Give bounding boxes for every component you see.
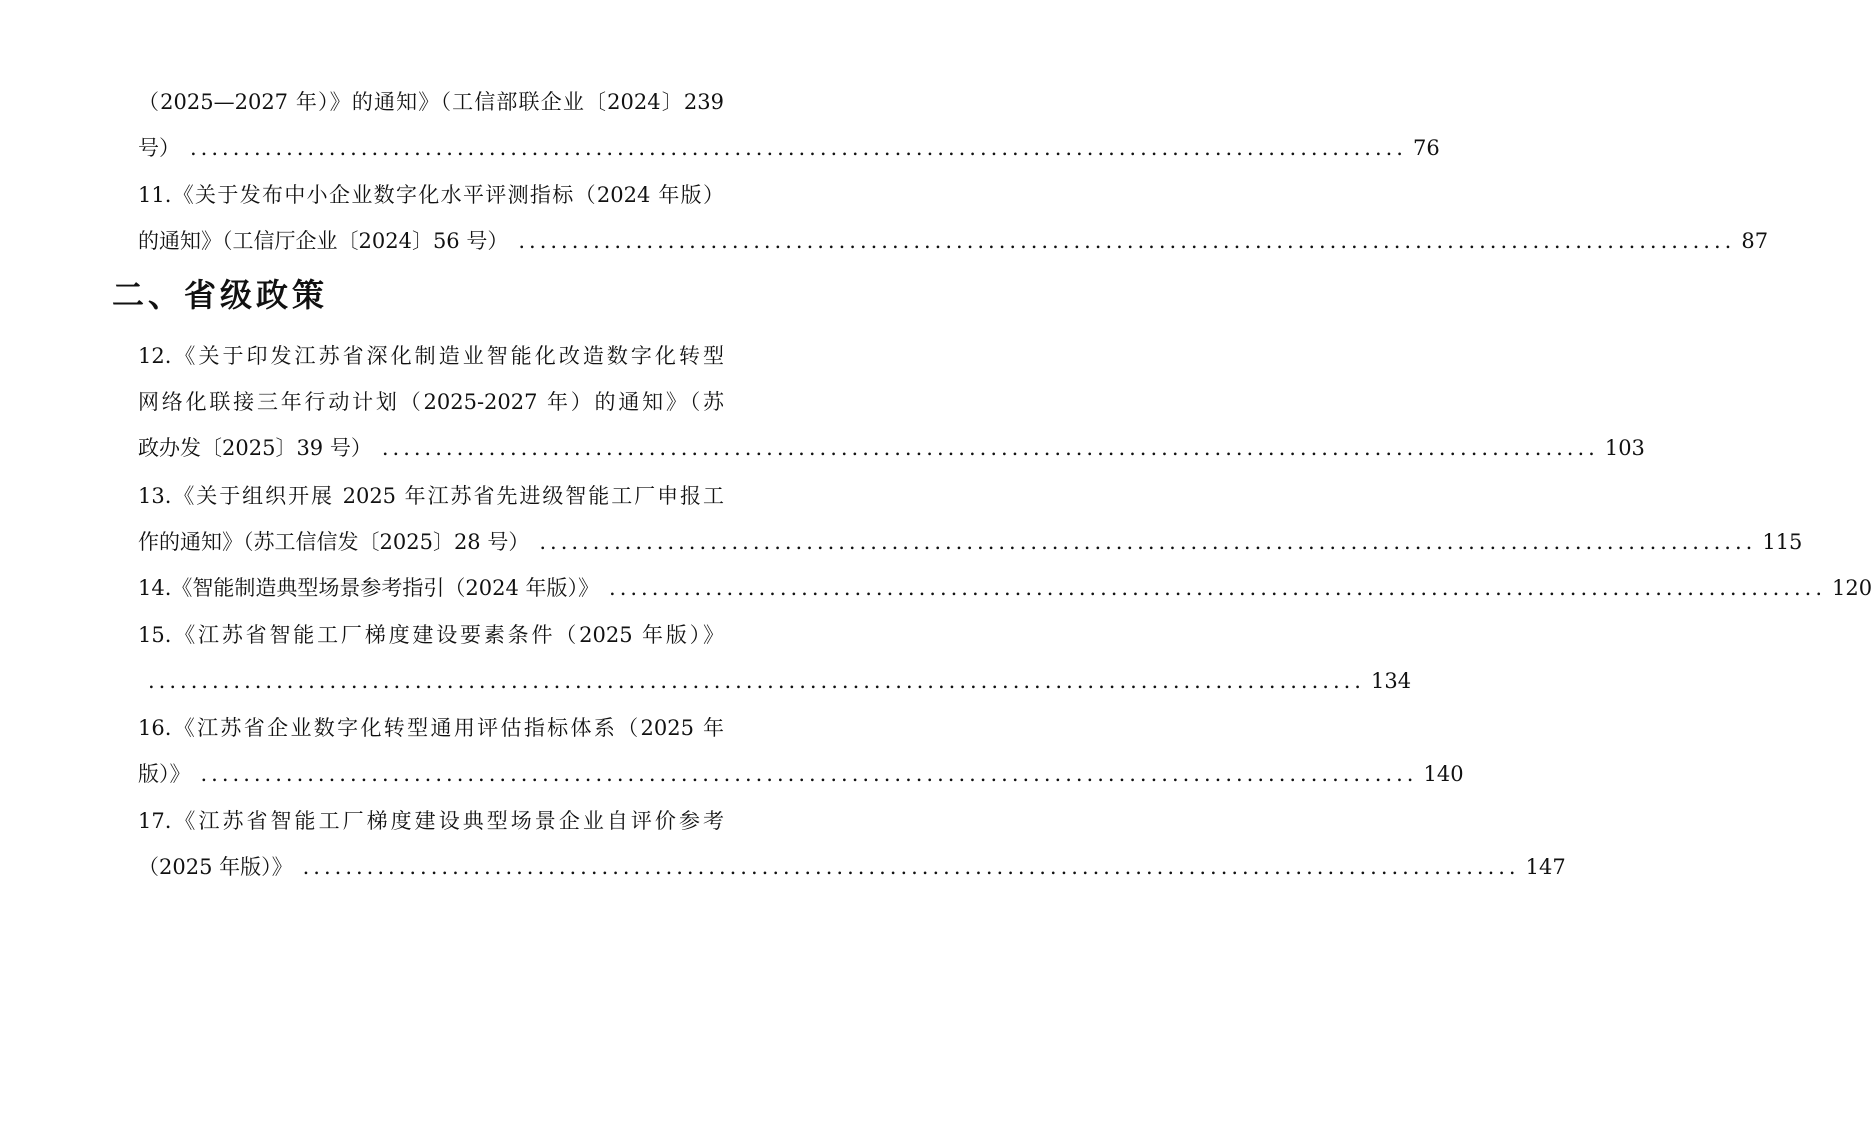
toc-entry-text: （2025 年版）》 xyxy=(138,855,293,879)
toc-entry-text: 作的通知》（苏工信信发〔2025〕28 号） xyxy=(138,530,530,554)
toc-entry-link[interactable] xyxy=(138,525,1803,559)
toc-entry-text: 号） xyxy=(138,136,180,160)
toc-entry-text: 版）》 xyxy=(138,762,191,786)
page-number: 147 xyxy=(1525,855,1566,879)
toc-entry-link[interactable] xyxy=(138,431,1645,465)
dot-leader: .................................................................................................................. xyxy=(518,229,1736,253)
page-number: 140 xyxy=(1423,762,1464,786)
toc-entry-link[interactable] xyxy=(138,224,1769,258)
toc-entry-line: 16.《江苏省企业数字化转型通用评估指标体系（2025 年 xyxy=(138,716,724,740)
toc-entry-text: 的通知》（工信厅企业〔2024〕56 号） xyxy=(138,229,509,253)
page-number: 134 xyxy=(1370,669,1412,693)
toc-entry-text: 14.《智能制造典型场景参考指引（2024 年版）》 xyxy=(138,576,600,600)
toc-entry-line: 12.《关于印发江苏省深化制造业智能化改造数字化转型 xyxy=(138,344,724,368)
toc-entry-link[interactable] xyxy=(138,757,1464,791)
dot-leader: .................................................................................................................. xyxy=(200,762,1418,786)
page-number: 103 xyxy=(1604,436,1645,460)
page-number: 87 xyxy=(1741,229,1769,253)
toc-entry-link[interactable] xyxy=(138,571,1872,605)
toc-entry-line: 17.《江苏省智能工厂梯度建设典型场景企业自评价参考 xyxy=(138,809,724,833)
toc-entry-link[interactable] xyxy=(138,664,1412,698)
dot-leader: .................................................................................................................. xyxy=(609,576,1826,600)
toc-entry-link[interactable] xyxy=(138,131,1440,165)
dot-leader: .................................................................................................................. xyxy=(302,855,1520,879)
toc-entry-line: 15.《江苏省智能工厂梯度建设要素条件（2025 年版）》 xyxy=(138,623,724,647)
toc-entry-text: 政办发〔2025〕39 号） xyxy=(138,436,372,460)
dot-leader: .................................................................................................................. xyxy=(148,669,1365,693)
dot-leader: .................................................................................................................. xyxy=(539,530,1757,554)
toc-entry-line: （2025—2027 年）》的通知》（工信部联企业〔2024〕239 xyxy=(138,90,724,114)
page-number: 76 xyxy=(1412,136,1440,160)
page-number: 120 xyxy=(1832,576,1872,600)
dot-leader: .................................................................................................................. xyxy=(381,436,1599,460)
toc-entry-line: 11.《关于发布中小企业数字化水平评测指标（2024 年版） xyxy=(138,183,724,207)
section-heading: 二、省级政策 xyxy=(112,276,329,314)
dot-leader: .................................................................................................................. xyxy=(190,136,1407,160)
page-number: 115 xyxy=(1762,530,1803,554)
toc-entry-link[interactable] xyxy=(138,850,1566,884)
toc-entry-line: 13.《关于组织开展 2025 年江苏省先进级智能工厂申报工 xyxy=(138,484,724,508)
toc-entry-line: 网络化联接三年行动计划（2025-2027 年）的通知》（苏 xyxy=(138,390,724,414)
